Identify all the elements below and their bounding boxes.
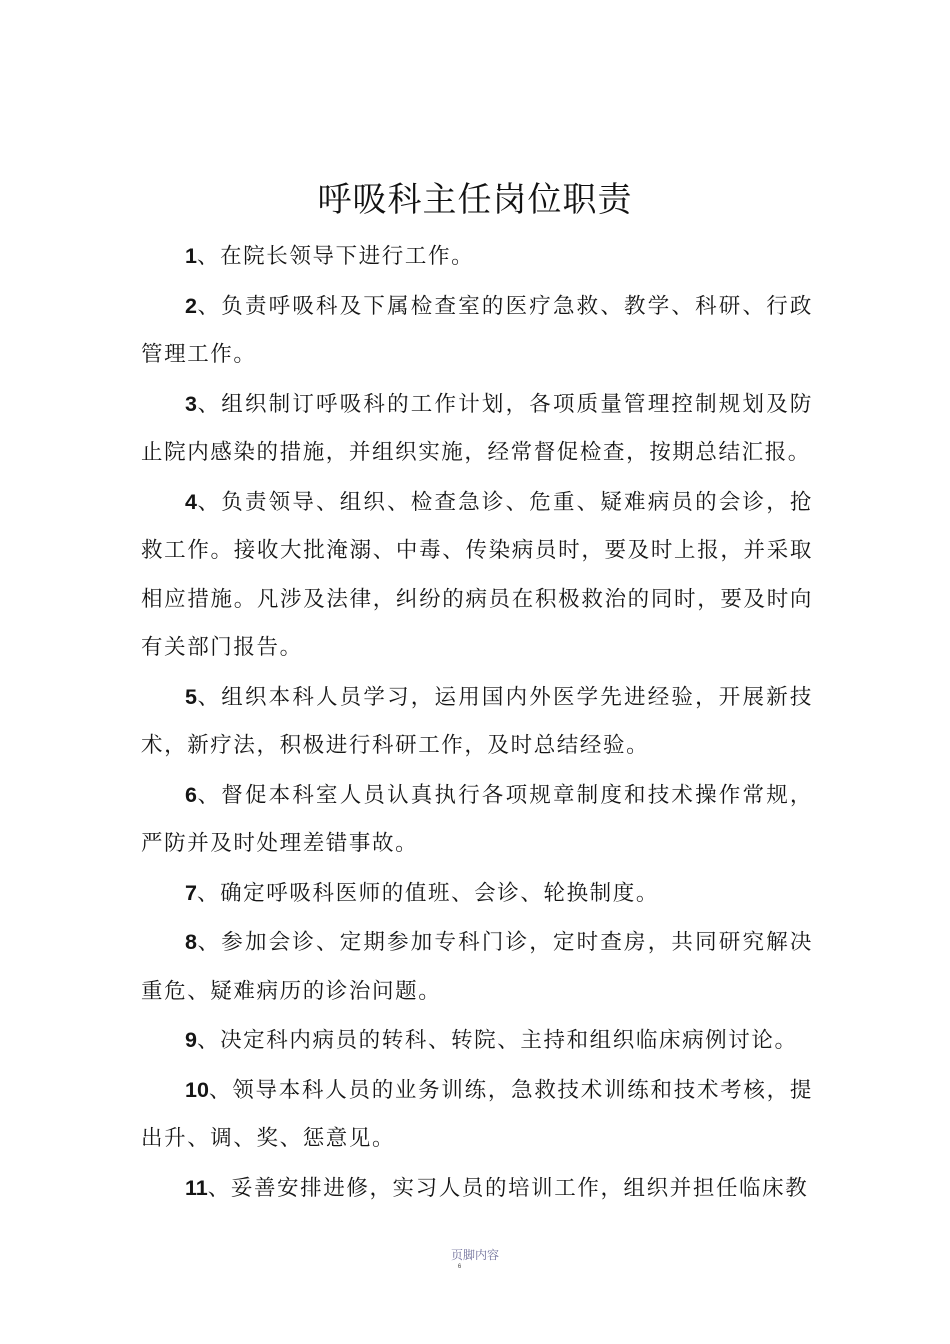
item-text: 决定科内病员的转科、转院、主持和组织临床病例讨论。 [220,1028,798,1053]
item-separator: 、 [196,782,222,808]
list-item [141,282,813,380]
item-separator: 、 [196,930,222,955]
page-footer: 页脚内容 [450,1248,499,1262]
item-text: 负责领导、组织、检查急诊、危重、疑难病员的会诊，抢救工作。接收大批淹溺、中毒、传染病员时，要及时上报，并采取相应措施。凡涉及法律，纠纷的病员在积极救治的同时，要及时向有关部门报告。 [141,489,813,660]
item-text: 领导本科人员的业务训练，急救技术训练和技术考核，提出升、调、奖、惩意见。 [141,1077,813,1151]
item-number: 3 [185,391,197,416]
item-number: 10 [185,1077,209,1102]
item-number: 5 [185,684,197,709]
item-number: 9 [185,1028,197,1052]
item-separator: 、 [196,684,222,710]
list-item [141,918,813,1016]
item-separator: 、 [207,1175,231,1201]
page-title: 呼吸科主任岗位职责 [317,180,633,220]
item-separator: 、 [196,489,222,515]
item-separator: 、 [196,880,221,906]
item-text: 妥善安排进修，实习人员的培训工作，组织并担任临床教 [230,1175,809,1201]
item-separator: 、 [196,293,222,319]
document-body [141,232,813,1213]
list-item [141,232,813,282]
list-item [141,478,813,673]
item-number: 6 [185,782,197,807]
item-text: 在院长领导下进行工作。 [220,244,475,269]
item-text: 督促本科室人员认真执行各项规章制度和技术操作常规，严防并及时处理差错事故。 [141,782,813,856]
item-text: 组织本科人员学习，运用国内外医学先进经验，开展新技术，新疗法，积极进行科研工作，及时总结经验。 [141,684,813,758]
item-separator: 、 [196,244,221,269]
list-item [141,869,813,919]
list-item [141,673,813,771]
item-separator: 、 [196,391,222,417]
item-text: 组织制订呼吸科的工作计划，各项质量管理控制规划及防止院内感染的措施，并组织实施，经常督促检查，按期总结汇报。 [141,391,813,465]
list-item [141,1016,813,1066]
list-item [141,1164,813,1214]
item-separator: 、 [208,1077,233,1103]
item-number: 11 [185,1175,208,1200]
list-item [141,380,813,478]
item-number: 4 [185,489,197,514]
item-text: 负责呼吸科及下属检查室的医疗急救、教学、科研、行政管理工作。 [141,293,813,367]
item-separator: 、 [196,1028,221,1053]
item-number: 7 [185,880,197,905]
item-number: 1 [185,244,197,268]
item-text: 参加会诊、定期参加专科门诊，定时查房，共同研究解决重危、疑难病历的诊治问题。 [141,930,813,1004]
item-number: 8 [185,930,197,954]
list-item [141,771,813,869]
item-number: 2 [185,293,197,318]
item-text: 确定呼吸科医师的值班、会诊、轮换制度。 [220,880,659,906]
list-item [141,1066,813,1164]
page-number: 6 [457,1264,462,1270]
